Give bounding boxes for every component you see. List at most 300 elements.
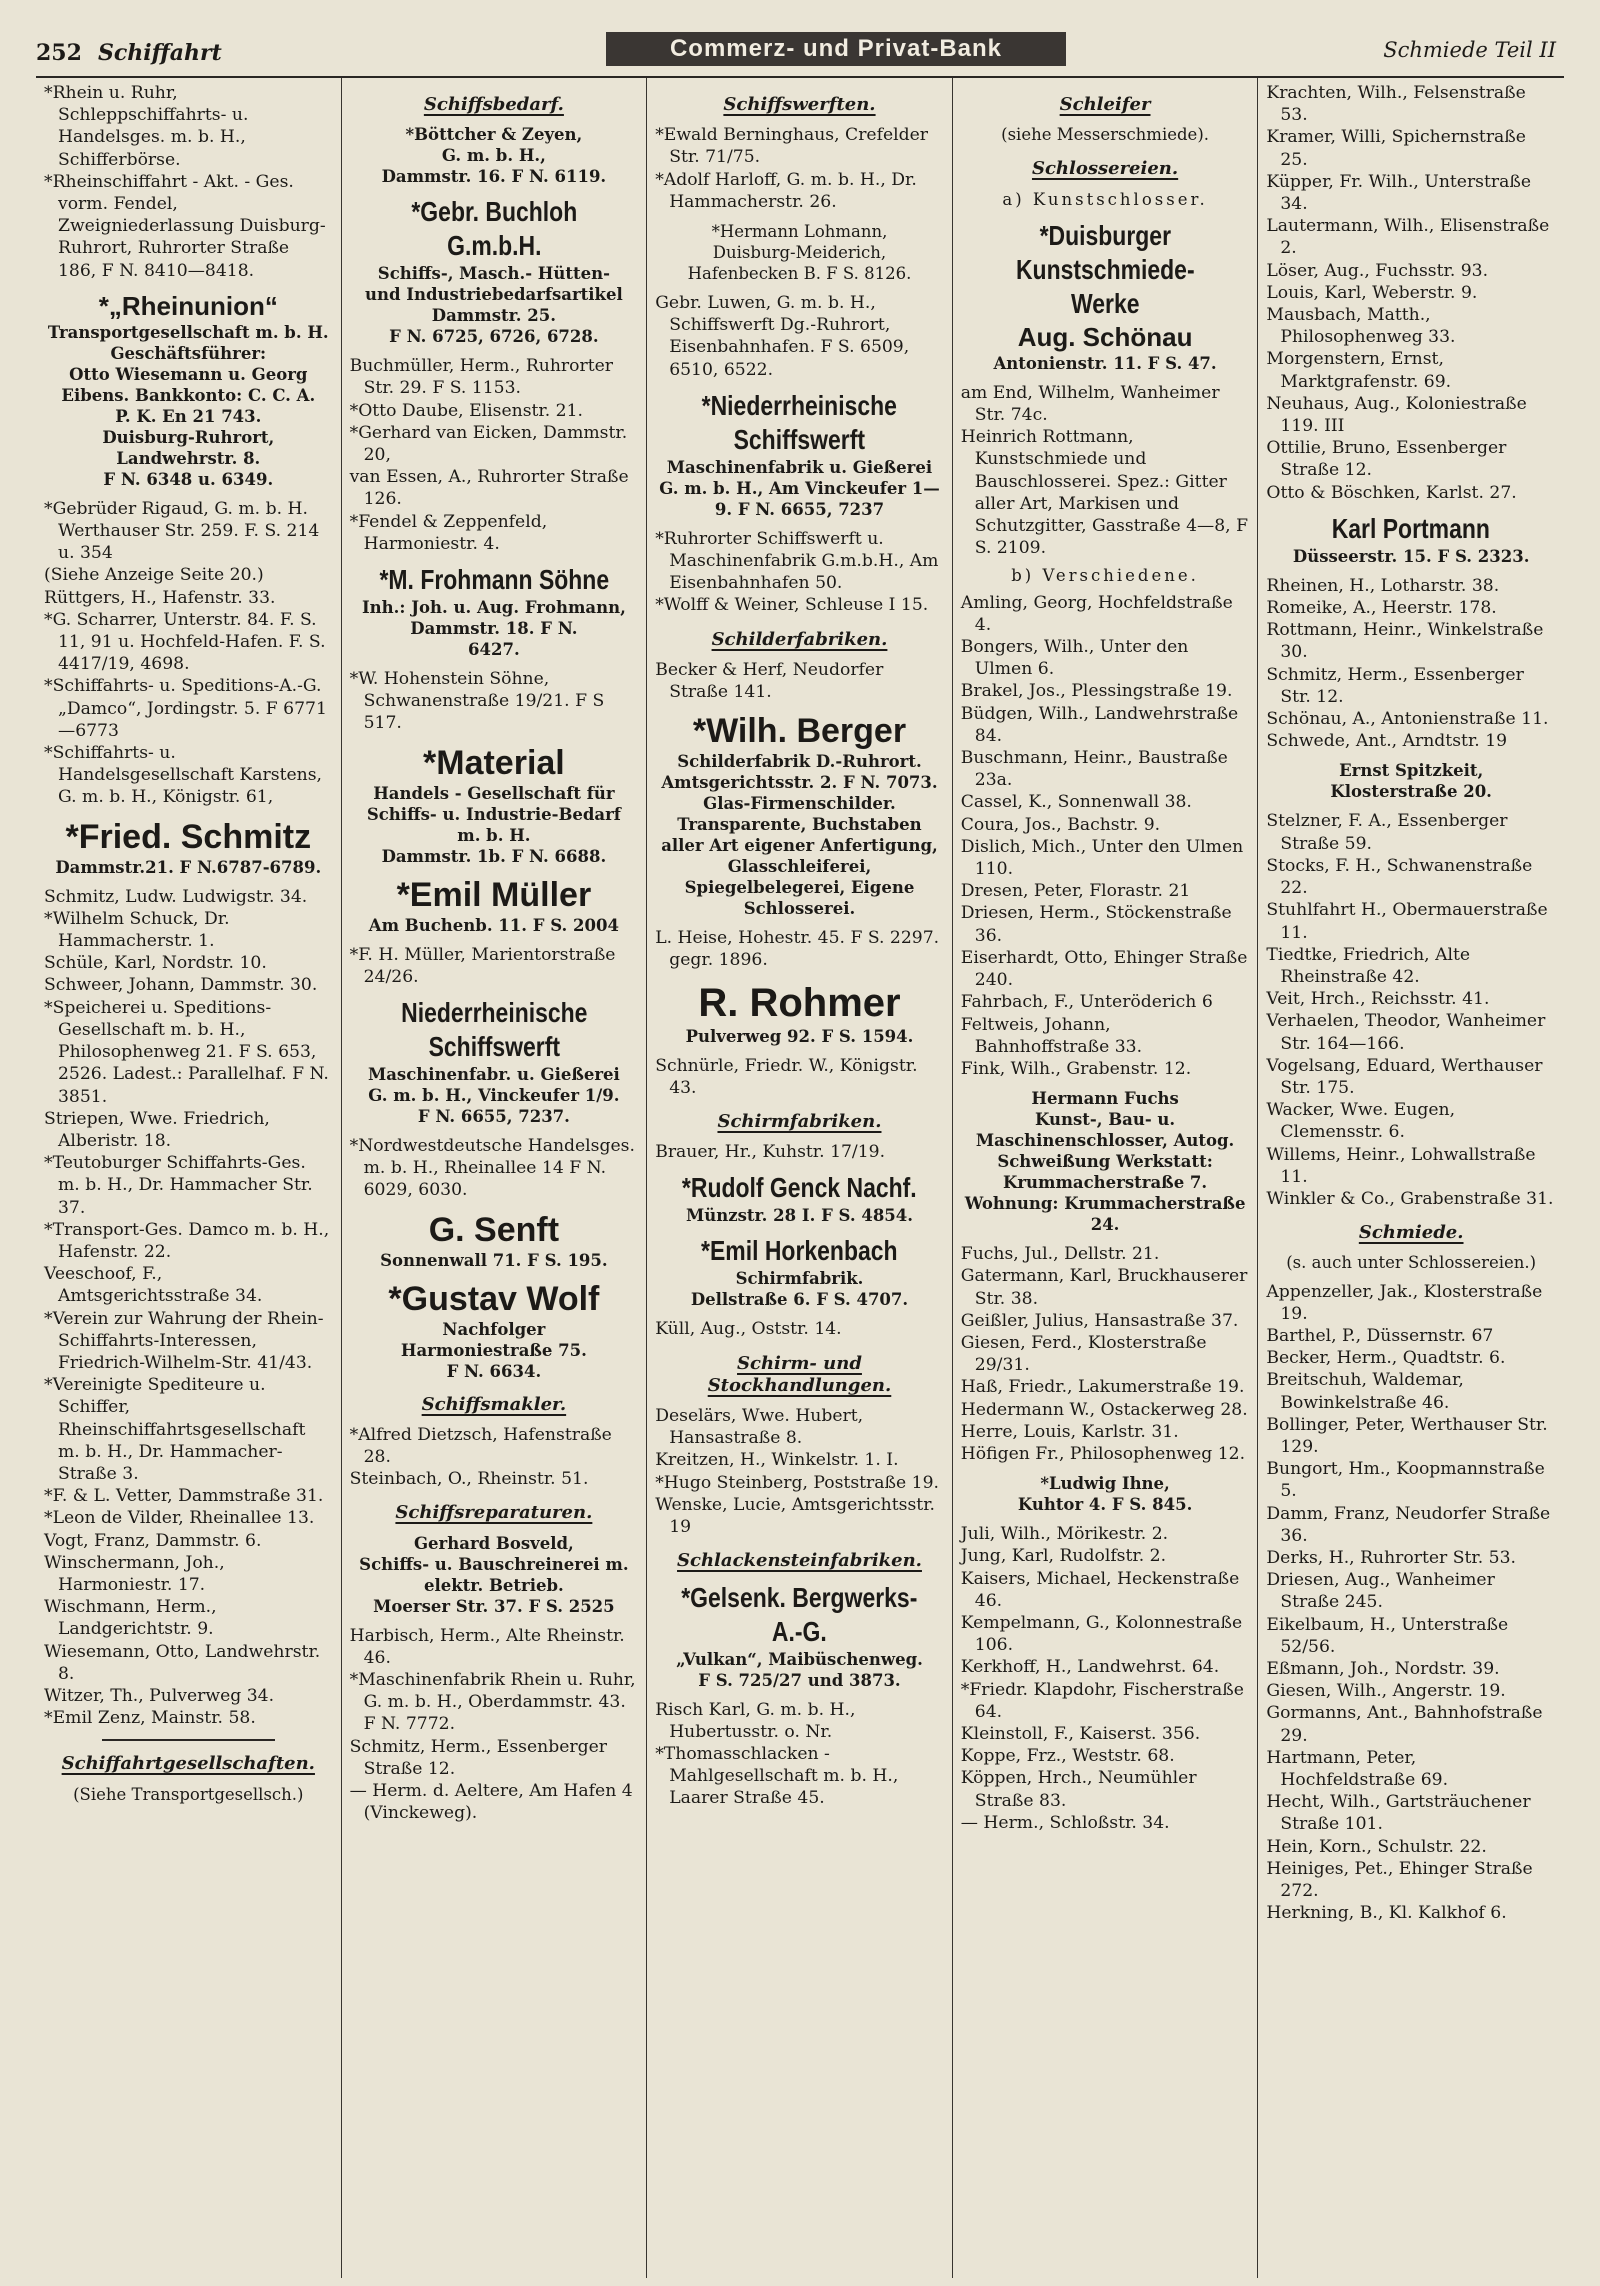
directory-entry: Kramer, Willi, Spichernstraße 25. — [1266, 127, 1526, 170]
directory-entry: Rottmann, Heinr., Winkelstraße 30. — [1266, 620, 1544, 663]
directory-entry: Feltweis, Johann, Bahnhoffstraße 33. — [960, 1014, 1143, 1057]
ad-line: und Industriebedarfsartikel — [365, 285, 623, 305]
ad-line: Dammstr. 16. F N. 6119. — [381, 167, 607, 187]
ad-line: Düsseerstr. 15. F S. 2323. — [1292, 546, 1530, 566]
heading-schlackensteinfabriken: Schlackensteinfabriken. — [677, 1550, 922, 1572]
directory-entry: Kreitzen, H., Winkelstr. 1. I. — [655, 1450, 899, 1471]
ad-senft — [350, 1210, 639, 1271]
ad-line: Dammstr. 1b. F N. 6688. — [381, 846, 607, 866]
entry-list — [350, 1533, 639, 1617]
directory-entry: *Speicherei u. Speditions-Gesellschaft m. b. H., Philosophenweg 21. F S. 653, 2526. Ladest.: Parallelhaf. F N. 3851. — [44, 997, 329, 1107]
ad-bosveld — [350, 1533, 639, 1617]
entry-list — [350, 597, 639, 660]
entry-list — [961, 1523, 1250, 1834]
entry-list — [1266, 1281, 1556, 1925]
entry-list — [350, 1319, 639, 1382]
entry-list — [655, 1055, 944, 1099]
ad-title-2: Kunstschmiede- — [1015, 253, 1195, 285]
ad-line: *Hermann Lohmann, — [711, 222, 888, 242]
directory-entry: Hecht, Wilh., Gartsträuchener Straße 101. — [1266, 1792, 1531, 1835]
heading-stockhandlungen: Schirm- und Stockhandlungen. — [707, 1352, 892, 1396]
ad-line: Schiffs-, Masch.- Hütten- — [377, 264, 610, 284]
directory-entry: *Alfred Dietzsch, Hafenstraße 28. — [349, 1424, 612, 1468]
directory-entry: Appenzeller, Jak., Klosterstraße 19. — [1266, 1281, 1543, 1324]
entry-list — [655, 457, 944, 520]
directory-entry: *Thomasschlacken - Mahlgesellschaft m. b. H., Laarer Straße 45. — [655, 1743, 899, 1809]
column-2 — [342, 78, 648, 2278]
directory-entry: Eßmann, Joh., Nordstr. 39. — [1266, 1659, 1500, 1679]
entry-list — [655, 528, 944, 617]
entry-list — [655, 751, 944, 919]
ad-line: Schirmfabrik. — [735, 1269, 864, 1289]
ad-material — [350, 743, 639, 867]
directory-entry: Brakel, Jos., Plessingstraße 19. — [960, 681, 1233, 702]
ad-line: Münzstr. 28 I. F S. 4854. — [685, 1206, 914, 1226]
heading-schleifer: Schleifer — [1059, 94, 1151, 115]
ad-gelsenk — [655, 1581, 944, 1691]
ad-line: G. m. b. H., Am Vinckeufer 1—9. F N. 6655, 7237 — [659, 478, 940, 519]
directory-entry: Ottilie, Bruno, Essenberger Straße 12. — [1266, 438, 1507, 481]
directory-entry: Breitschuh, Waldemar, Bowinkelstraße 46. — [1266, 1370, 1464, 1413]
ad-title-2: Schiffswerft — [733, 423, 866, 455]
directory-entry: Witzer, Th., Pulverweg 34. — [44, 1685, 275, 1706]
directory-entry: Herkning, B., Kl. Kalkhof 6. — [1266, 1903, 1507, 1924]
entry-list — [44, 886, 333, 1730]
ad-portmann — [1266, 512, 1556, 567]
right-section-title: Schmiede Teil II — [1383, 38, 1556, 62]
ad-line: Dammstr. 25. — [431, 306, 556, 326]
directory-entry: Barthel, P., Düssernstr. 67 — [1266, 1325, 1494, 1346]
ad-line: *Ludwig Ihne, — [1040, 1474, 1170, 1494]
ad-line: Schiffs- u. Bauschreinerei m. — [359, 1554, 629, 1574]
directory-entry: *Emil Zenz, Mainstr. 58. — [44, 1708, 256, 1729]
ad-line: F N. 6655, 7237. — [417, 1107, 570, 1127]
ad-line: Transportgesellschaft m. b. H. — [47, 322, 329, 342]
directory-entry: Rüttgers, H., Hafenstr. 33. — [44, 587, 276, 608]
entry-list — [961, 592, 1250, 1080]
ad-line: P. K. En 21 743. — [115, 406, 262, 426]
note-schleifer: (siehe Messerschmiede). — [1001, 125, 1210, 145]
ad-niederrheinische-werft — [655, 389, 944, 520]
directory-entry: Dislich, Mich., Unter den Ulmen 110. — [960, 836, 1244, 880]
ad-emil-mueller — [350, 875, 639, 936]
ad-title: G. Senft — [428, 1210, 560, 1249]
ad-line: Duisburg-Ruhrort, — [102, 427, 275, 447]
entry-list — [1266, 760, 1556, 802]
column-5 — [1258, 78, 1564, 2278]
ad-title: *„Rheinunion“ — [98, 290, 278, 321]
ad-line: F N. 6725, 6726, 6728. — [389, 327, 599, 347]
directory-entry: Wacker, Wwe. Eugen, Clemensstr. 6. — [1266, 1100, 1456, 1143]
ad-horkenbach — [655, 1234, 944, 1310]
directory-entry: *Wolff & Weiner, Schleuse I 15. — [655, 595, 929, 616]
directory-entry: *Gebrüder Rigaud, G. m. b. H. Werthauser Str. 259. F. S. 214 u. 354 — [44, 498, 320, 564]
entry-list — [655, 1405, 944, 1538]
ad-rheinunion — [44, 290, 333, 490]
ad-niederrheinische — [350, 996, 639, 1127]
ad-line: Schilderfabrik D.-Ruhrort. — [677, 752, 922, 772]
ad-line: Ernst Spitzkeit, — [1339, 761, 1484, 781]
directory-entry: Krachten, Wilh., Felsenstraße 53. — [1266, 83, 1526, 126]
ad-fried-schmitz — [44, 817, 333, 878]
directory-entry: Driesen, Aug., Wanheimer Straße 245. — [1266, 1570, 1495, 1613]
ad-fuchs — [961, 1088, 1250, 1235]
directory-entry: Hein, Korn., Schulstr. 22. — [1266, 1836, 1487, 1857]
entry-list — [350, 355, 639, 555]
ad-title: *Rudolf Genck Nachf. — [682, 1172, 917, 1204]
entry-list — [350, 1625, 639, 1825]
directory-entry: Schweer, Johann, Dammstr. 30. — [44, 975, 318, 996]
directory-entry: Löser, Aug., Fuchsstr. 93. — [1266, 260, 1489, 281]
directory-entry: Geißler, Julius, Hansastraße 37. — [960, 1310, 1239, 1331]
ad-title: *Material — [423, 743, 565, 782]
ad-line: Nachfolger — [442, 1319, 546, 1339]
directory-entry: Büdgen, Wilh., Landwehrstraße 84. — [960, 703, 1239, 746]
directory-entry: Derks, H., Ruhrorter Str. 53. — [1266, 1547, 1516, 1568]
separator — [102, 1739, 275, 1741]
directory-entry: Heinrich Rottmann, Kunstschmiede und Bauschlosserei. Spez.: Gitter aller Art, Markisen und Schutzgitter, Gasstraße 4—8, F S. 2109. — [960, 427, 1249, 559]
ad-line: F S. 725/27 und 3873. — [698, 1670, 901, 1690]
entry-list — [350, 668, 639, 735]
column-4 — [953, 78, 1259, 2278]
ad-title: *M. Frohmann Söhne — [379, 564, 609, 596]
entry-list — [655, 1141, 944, 1163]
entry-list — [655, 124, 944, 213]
entry-list — [44, 322, 333, 490]
ad-line: Kuhtor 4. F S. 845. — [1017, 1495, 1193, 1515]
directory-entry: (Siehe Anzeige Seite 20.) — [44, 565, 264, 586]
ad-line: G. m. b. H., — [441, 146, 546, 166]
heading-schiffsbedarf: Schiffsbedarf. — [423, 94, 564, 115]
directory-entry: Haß, Friedr., Lakumerstraße 19. — [960, 1377, 1245, 1398]
directory-entry: van Essen, A., Ruhrorter Straße 126. — [349, 467, 629, 510]
ad-line: 6427. — [468, 640, 520, 660]
entry-list — [350, 124, 639, 187]
ad-title: Karl Portmann — [1332, 512, 1491, 544]
ad-genck — [655, 1171, 944, 1226]
directory-entry: Amling, Georg, Hochfeldstraße 4. — [960, 592, 1233, 635]
directory-entry: Gatermann, Karl, Bruckhauserer Str. 38. — [960, 1266, 1248, 1309]
ad-wolf — [350, 1279, 639, 1382]
ad-line: m. b. H. — [457, 825, 531, 845]
directory-entry: Schönau, A., Antonienstraße 11. — [1266, 709, 1549, 730]
directory-entry: *Adolf Harloff, G. m. b. H., Dr. Hammacherstr. 26. — [655, 169, 917, 212]
ad-line: Handels - Gesellschaft für — [373, 783, 615, 803]
directory-entry: Jung, Karl, Rudolfstr. 2. — [960, 1546, 1167, 1567]
entry-list — [961, 382, 1250, 560]
bank-banner: Commerz- und Privat-Bank — [606, 32, 1066, 66]
directory-entry: *Teutoburger Schiffahrts-Ges. m. b. H., Dr. Hammacher Str. 37. — [44, 1153, 313, 1218]
directory-entry: Risch Karl, G. m. b. H., Hubertusstr. o. Nr. — [655, 1699, 856, 1742]
directory-entry: Buschmann, Heinr., Baustraße 23a. — [960, 748, 1228, 791]
directory-entry: — Herm. d. Aeltere, Am Hafen 4 (Vinckeweg). — [349, 1781, 633, 1824]
ad-line: G. m. b. H., Vinckeufer 1/9. — [368, 1086, 620, 1106]
directory-entry: Stelzner, F. A., Essenberger Straße 59. — [1266, 811, 1508, 854]
ad-line: F N. 6348 u. 6349. — [103, 469, 274, 489]
ad-line: Kunst-, Bau- u. Maschinenschlosser, Autog. Schweißung Werkstatt: Krummacherstraße 7. Wohnung: Krummacherstraße 24. — [964, 1110, 1246, 1235]
ad-line: Hafenbecken B. F S. 8126. — [687, 264, 912, 284]
entry-list — [961, 1088, 1250, 1235]
directory-entry: *Transport-Ges. Damco m. b. H., Hafenstr. 22. — [44, 1219, 330, 1262]
ad-title: R. Rohmer — [698, 980, 901, 1025]
ad-line: Harmoniestraße 75. — [400, 1340, 587, 1360]
directory-entry: Becker & Herf, Neudorfer Straße 141. — [655, 659, 884, 703]
directory-entry: *Nordwestdeutsche Handelsges. m. b. H., Rheinallee 14 F N. 6029, 6030. — [349, 1136, 635, 1201]
directory-entry: am End, Wilhelm, Wanheimer Str. 74c. — [960, 382, 1220, 426]
directory-entry: — Herm., Schloßstr. 34. — [960, 1812, 1170, 1833]
directory-entry: Kleinstoll, F., Kaiserst. 356. — [960, 1723, 1201, 1744]
ad-title: *Emil Müller — [396, 875, 592, 914]
entry-list — [655, 1699, 944, 1810]
ad-line: elektr. Betrieb. — [423, 1575, 564, 1595]
ad-buchloh — [350, 195, 639, 347]
ad-lohmann — [655, 221, 944, 284]
directory-entry: Fahrbach, F., Unteröderich 6 — [960, 992, 1213, 1013]
directory-entry: Otto & Böschken, Karlst. 27. — [1266, 482, 1517, 503]
directory-entry: Wenske, Lucie, Amtsgerichtsstr. 19 — [655, 1494, 935, 1538]
entry-list — [350, 1135, 639, 1202]
directory-entry: Koppe, Frz., Weststr. 68. — [960, 1746, 1175, 1767]
directory-entry: Vogelsang, Eduard, Werthauser Str. 175. — [1266, 1055, 1543, 1098]
directory-entry: *G. Scharrer, Unterstr. 84. F. S. 11, 91 u. Hochfeld-Hafen. F. S. 4417/19, 4698. — [44, 609, 326, 675]
directory-entry: Heiniges, Pet., Ehinger Straße 272. — [1266, 1858, 1533, 1902]
directory-entry: *W. Hohenstein Söhne, Schwanenstraße 19/21. F S 517. — [349, 669, 605, 734]
directory-entry: Morgenstern, Ernst, Marktgrafenstr. 69. — [1266, 349, 1452, 392]
entry-list — [350, 944, 639, 988]
note-gesellschaften: (Siehe Transportgesellsch.) — [73, 1784, 304, 1804]
directory-entry: Rheinen, H., Lotharstr. 38. — [1266, 575, 1500, 596]
ad-title: *Niederrheinische — [701, 389, 898, 421]
entry-list — [350, 1424, 639, 1491]
directory-entry: Brauer, Hr., Kuhstr. 17/19. — [655, 1142, 886, 1163]
entry-list — [44, 498, 333, 809]
directory-entry: Eiserhardt, Otto, Ehinger Straße 240. — [960, 947, 1248, 991]
ad-title: *Wilh. Berger — [692, 712, 907, 751]
directory-entry: Coura, Jos., Bachstr. 9. — [960, 814, 1161, 835]
ad-spitzkeit — [1266, 760, 1556, 802]
ad-line: Antonienstr. 11. F S. 47. — [993, 353, 1217, 373]
ad-line: Klosterstraße 20. — [1330, 782, 1492, 802]
entry-list — [44, 82, 333, 282]
directory-entry: Bongers, Wilh., Unter den Ulmen 6. — [960, 637, 1189, 680]
directory-entry: Harbisch, Herm., Alte Rheinstr. 46. — [349, 1625, 625, 1668]
subheading-kunstschlosser: a) Kunstschlosser. — [1002, 189, 1208, 209]
directory-entry: Veeschoof, F., Amtsgerichtsstraße 34. — [44, 1264, 263, 1307]
entry-list — [655, 221, 944, 284]
directory-entry: Schmitz, Ludw. Ludwigstr. 34. — [44, 886, 308, 907]
directory-entry: Stuhlfahrt H., Obermauerstraße 11. — [1266, 900, 1548, 943]
ad-frohmann — [350, 563, 639, 660]
ad-line: Pulverweg 92. F S. 1594. — [685, 1026, 914, 1046]
directory-entry: Kempelmann, G., Kolonnestraße 106. — [960, 1612, 1243, 1656]
directory-entry: Driesen, Herm., Stöckenstraße 36. — [960, 903, 1232, 946]
directory-entry: Höfigen Fr., Philosophenweg 12. — [960, 1443, 1246, 1464]
directory-entry: *Schiffahrts- u. Handelsgesellschaft Karstens, G. m. b. H., Königstr. 61, — [44, 743, 323, 808]
directory-entry: *Wilhelm Schuck, Dr. Hammacherstr. 1. — [44, 908, 230, 952]
ad-line: Dammstr.21. F N.6787-6789. — [55, 857, 322, 877]
directory-entry: *Verein zur Wahrung der Rhein-Schiffahrts-Interessen, Friedrich-Wilhelm-Str. 41/43. — [44, 1308, 324, 1373]
directory-entry: Fuchs, Jul., Dellstr. 21. — [960, 1244, 1160, 1265]
directory-entry: Schüle, Karl, Nordstr. 10. — [44, 953, 267, 974]
directory-entry: Eikelbaum, H., Unterstraße 52/56. — [1266, 1614, 1509, 1657]
directory-entry: *Hugo Steinberg, Poststraße 19. — [655, 1472, 939, 1493]
ad-line: Gerhard Bosveld, — [413, 1533, 574, 1553]
directory-entry: Buchmüller, Herm., Ruhrorter Str. 29. F S. 1153. — [349, 356, 613, 399]
directory-entry: Lautermann, Wilh., Elisenstraße 2. — [1266, 216, 1550, 259]
entry-list — [655, 1649, 944, 1691]
entry-list — [961, 1473, 1250, 1515]
directory-entry: Vogt, Franz, Dammstr. 6. — [44, 1530, 262, 1551]
directory-entry: Neuhaus, Aug., Koloniestraße 119. III — [1266, 393, 1527, 437]
ad-title: *Fried. Schmitz — [65, 817, 312, 856]
ad-title-3: Werke — [1070, 287, 1140, 319]
directory-entry: *F. & L. Vetter, Dammstraße 31. — [44, 1486, 324, 1507]
entry-list — [655, 292, 944, 381]
ad-line: F N. 6634. — [446, 1361, 542, 1381]
directory-entry: Herre, Louis, Karlstr. 31. — [960, 1421, 1179, 1442]
directory-entry: *Gerhard van Eicken, Dammstr. 20, — [349, 422, 628, 466]
entry-list — [1266, 82, 1556, 504]
subheading-verschiedene: b) Verschiedene. — [1011, 566, 1199, 586]
ad-line: Otto Wiesemann u. Georg — [69, 364, 308, 384]
heading-schiffsreparaturen: Schiffsreparaturen. — [395, 1502, 593, 1524]
directory-entry: *Ewald Berninghaus, Crefelder Str. 71/75. — [655, 125, 928, 168]
directory-entry: Winschermann, Joh., Harmoniestr. 17. — [44, 1552, 225, 1595]
directory-entry: Verhaelen, Theodor, Wanheimer Str. 164—166. — [1266, 1011, 1546, 1054]
page-header — [36, 30, 1564, 78]
heading-schiffahrtgesellschaften: Schiffahrtgesellschaften. — [61, 1753, 315, 1775]
heading-schilderfabriken: Schilderfabriken. — [711, 628, 888, 650]
directory-entry: Wischmann, Herm., Landgerichtstr. 9. — [44, 1597, 217, 1640]
ad-line: *Böttcher & Zeyen, — [405, 125, 583, 145]
directory-entry: Küll, Aug., Oststr. 14. — [655, 1319, 842, 1340]
ad-title: Niederrheinische — [400, 997, 588, 1029]
entry-list — [655, 1318, 944, 1340]
ad-kunstschmiede — [961, 219, 1250, 374]
entry-list — [1266, 810, 1556, 1210]
ad-line: Dellstraße 6. F S. 4707. — [690, 1290, 909, 1310]
directory-entry: Cassel, K., Sonnenwall 38. — [960, 792, 1192, 813]
ad-title: *Gebr. Buchloh G.m.b.H. — [410, 196, 577, 262]
column-1 — [36, 78, 342, 2278]
entry-list — [961, 1243, 1250, 1465]
directory-entry: Gormanns, Ant., Bahnhofstraße 29. — [1266, 1703, 1543, 1746]
ad-line: Am Buchenb. 11. F S. 2004 — [368, 915, 619, 935]
entry-list — [655, 1268, 944, 1310]
heading-schmiede: Schmiede. — [1358, 1222, 1464, 1244]
directory-entry: *Friedr. Klapdohr, Fischerstraße 64. — [960, 1679, 1244, 1722]
ad-rohmer — [655, 980, 944, 1047]
ad-line: Moerser Str. 37. F S. 2525 — [373, 1596, 615, 1616]
directory-entry: *Vereinigte Spediteure u. Schiffer, Rheinschiffahrtsgesellschaft m. b. H., Dr. Hammacher-Straße 3. — [44, 1375, 306, 1484]
directory-entry: Juli, Wilh., Mörikestr. 2. — [960, 1524, 1169, 1545]
ad-title-2: Schiffswerft — [428, 1031, 560, 1063]
entry-list — [350, 263, 639, 347]
ad-title-4: Aug. Schönau — [1017, 321, 1193, 352]
directory-entry: Gebr. Luwen, G. m. b. H., Schiffswerft Dg.-Ruhrort, Eisenbahnhafen. F S. 6509, 6510, 6522. — [655, 293, 910, 380]
directory-entry: Bollinger, Peter, Werthauser Str. 129. — [1266, 1414, 1548, 1457]
directory-entry: *Rhein u. Ruhr, Schleppschiffahrts- u. Handelsges. m. b. H., Schifferbörse. — [44, 83, 249, 170]
directory-entry: Willems, Heinr., Lohwallstraße 11. — [1266, 1144, 1536, 1187]
directory-entry: Steinbach, O., Rheinstr. 51. — [349, 1469, 589, 1490]
directory-entry: Köppen, Hrch., Neumühler Straße 83. — [960, 1768, 1197, 1811]
directory-entry: Romeike, A., Heerstr. 178. — [1266, 598, 1497, 619]
directory-entry: Damm, Franz, Neudorfer Straße 36. — [1266, 1503, 1551, 1546]
ad-line: Sonnenwall 71. F S. 195. — [380, 1250, 608, 1270]
directory-entry: Kaisers, Michael, Heckenstraße 46. — [960, 1568, 1240, 1611]
directory-entry: Tiedtke, Friedrich, Alte Rheinstraße 42. — [1266, 944, 1471, 987]
directory-entry: Küpper, Fr. Wilh., Unterstraße 34. — [1266, 171, 1532, 215]
directory-entry: *Leon de Vilder, Rheinallee 13. — [44, 1508, 315, 1529]
ad-ihne — [961, 1473, 1250, 1515]
directory-entry: Veit, Hrch., Reichsstr. 41. — [1266, 989, 1490, 1010]
directory-entry: Mausbach, Matth., Philosophenweg 33. — [1266, 305, 1456, 348]
ad-line: Landwehrstr. 8. — [116, 448, 261, 468]
directory-entry: Hedermann W., Ostackerweg 28. — [960, 1399, 1248, 1420]
directory-entry: *Fendel & Zeppenfeld, Harmoniestr. 4. — [349, 511, 548, 554]
directory-entry: Giesen, Ferd., Klosterstraße 29/31. — [960, 1332, 1207, 1376]
entry-list — [655, 659, 944, 703]
directory-entry: Deselärs, Wwe. Hubert, Hansastraße 8. — [655, 1406, 864, 1449]
entry-heise: L. Heise, Hohestr. 45. F S. 2297. gegr. 1896. — [655, 928, 940, 971]
directory-entry: Stocks, F. H., Schwanenstraße 22. — [1266, 855, 1533, 899]
note-schmiede: (s. auch unter Schlossereien.) — [1286, 1253, 1537, 1273]
heading-schiffswerften: Schiffswerften. — [723, 94, 876, 115]
ad-line: Maschinenfabrik u. Gießerei — [666, 457, 933, 477]
entry-list — [350, 783, 639, 867]
directory-entry: Dresen, Peter, Florastr. 21 — [960, 881, 1191, 902]
entry-list — [1266, 575, 1556, 753]
entry-list — [350, 1064, 639, 1127]
ad-title: *Gelsenk. Bergwerks-A.-G. — [681, 1581, 918, 1647]
ad-line: Eibens. Bankkonto: C. C. A. — [61, 385, 316, 405]
ad-berger — [655, 711, 944, 919]
ad-line: „Vulkan“, Maibüschenweg. — [676, 1649, 923, 1669]
ad-line: Amtsgerichtsstr. 2. F N. 7073. Glas-Firmenschilder. Transparente, Buchstaben aller Art eigener Anfertigung, Glasschleiferei, Spiegelbelegerei, Eigene Schlosserei. — [661, 773, 938, 919]
directory-entry: *Ruhrorter Schiffswerft u. Maschinenfabrik G.m.b.H., Am Eisenbahnhafen 50. — [655, 528, 939, 594]
columns — [36, 78, 1564, 2278]
ad-title: *Emil Horkenbach — [701, 1235, 898, 1267]
directory-entry: Louis, Karl, Weberstr. 9. — [1266, 282, 1478, 303]
directory-entry: *F. H. Müller, Marientorstraße 24/26. — [349, 944, 616, 987]
heading-schlossereien: Schlossereien. — [1031, 158, 1179, 180]
directory-entry: *Rheinschiffahrt - Akt. - Ges. vorm. Fendel, Zweigniederlassung Duisburg-Ruhrort, Ruhrorter Straße 186, F N. 8410—8418. — [44, 171, 326, 281]
ad-line: Geschäftsführer: — [110, 343, 267, 363]
directory-entry: *Maschinenfabrik Rhein u. Ruhr, G. m. b. H., Oberdammstr. 43. F N. 7772. — [349, 1670, 636, 1735]
ad-boettcher — [350, 124, 639, 187]
column-3 — [647, 78, 953, 2278]
directory-entry: Schnürle, Friedr. W., Königstr. 43. — [655, 1055, 918, 1098]
ad-title: *Gustav Wolf — [388, 1279, 600, 1318]
directory-entry: Bungort, Hm., Koopmannstraße 5. — [1266, 1459, 1545, 1502]
directory-entry: Schmitz, Herm., Essenberger Straße 12. — [349, 1736, 608, 1779]
ad-line: Inh.: Joh. u. Aug. Frohmann, Dammstr. 18. F N. — [361, 598, 626, 639]
directory-entry: *Schiffahrts- u. Speditions-A.-G. „Damco“, Jordingstr. 5. F 6771—6773 — [44, 676, 327, 741]
directory-entry: Striepen, Wwe. Friedrich, Alberistr. 18. — [44, 1108, 270, 1151]
directory-entry: Becker, Herm., Quadtstr. 6. — [1266, 1348, 1506, 1369]
heading-schirmfabriken: Schirmfabriken. — [717, 1111, 882, 1133]
ad-line: Hermann Fuchs — [1031, 1089, 1179, 1109]
ad-line: Schiffs- u. Industrie-Bedarf — [366, 804, 621, 824]
directory-entry: *Otto Daube, Elisenstr. 21. — [349, 400, 584, 421]
directory-entry: Schwede, Ant., Arndtstr. 19 — [1266, 731, 1508, 752]
directory-entry: Schmitz, Herm., Essenberger Str. 12. — [1266, 664, 1524, 707]
page-number: 252 — [36, 40, 82, 66]
directory-entry: Winkler & Co., Grabenstraße 31. — [1266, 1188, 1554, 1209]
ad-line: Duisburg-Meiderich, — [712, 243, 887, 263]
ad-line: Maschinenfabr. u. Gießerei — [367, 1065, 620, 1085]
left-section-title: Schiffahrt — [97, 40, 222, 66]
